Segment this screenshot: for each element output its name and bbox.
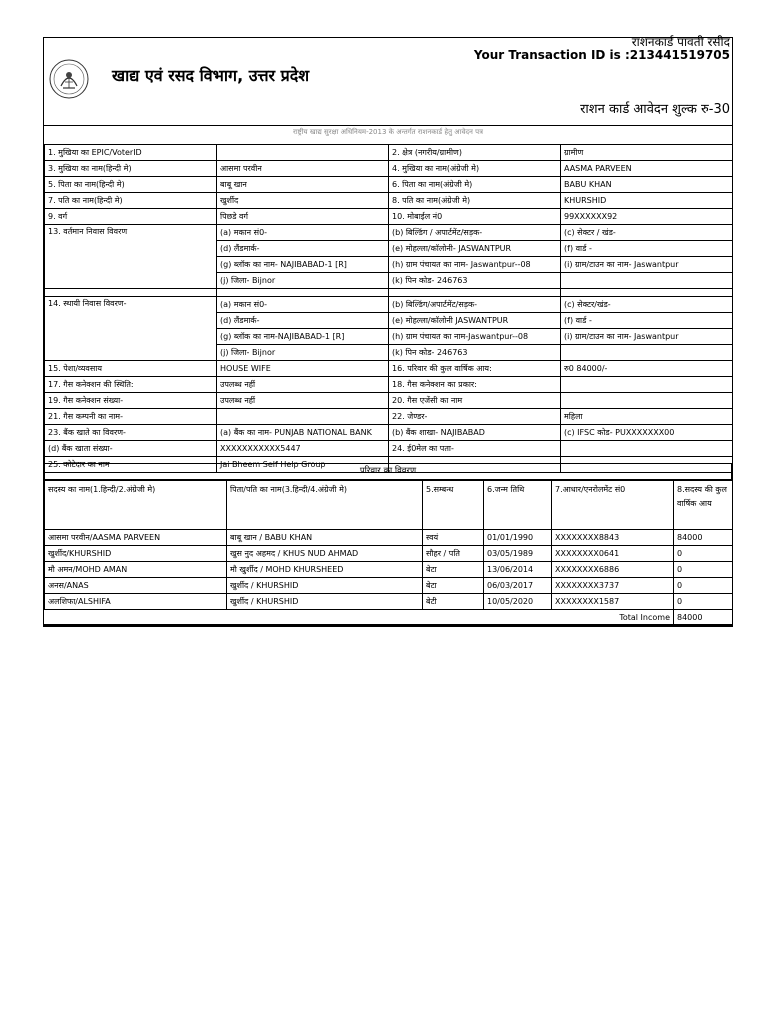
aadhaar: XXXXXXXX6886 (552, 562, 674, 578)
form-label: (d) बैंक खाता संख्या- (45, 441, 217, 457)
column-header: 8.सदस्य की कुल वार्षिक आय (674, 481, 733, 530)
address-field: (b) बिल्डिंग / अपार्टमेंट/सड़क- (389, 225, 561, 241)
form-value: बाबू खान (217, 177, 389, 193)
address-field: (g) ब्लॉक का नाम-NAJIBABAD-1 [R] (217, 329, 389, 345)
form-label: 3. मुखिया का नाम(हिन्दी मे) (45, 161, 217, 177)
form-value: खुर्शीद (217, 193, 389, 209)
form-value: उपलब्ध नहीं (217, 393, 389, 409)
guardian-name: बाबू खान / BABU KHAN (227, 530, 423, 546)
form-label: 18. गैस कनेक्शन का प्रकार: (389, 377, 561, 393)
form-label: 8. पति का नाम(अंग्रेजी मे) (389, 193, 561, 209)
address-field: (c) सेक्टर/खंड- (561, 297, 733, 313)
form-label: 17. गैस कनेक्शन की स्थिति: (45, 377, 217, 393)
form-label: 1. मुखिया का EPIC/VoterID (45, 145, 217, 161)
form-label: 5. पिता का नाम(हिन्दी मे) (45, 177, 217, 193)
form-value: ग्रामीण (561, 145, 733, 161)
address-field (561, 273, 733, 289)
column-header: 7.आधार/एनरोलमेंट सं0 (552, 481, 674, 530)
table-row (45, 594, 733, 610)
transaction-id: Your Transaction ID is :213441519705 (473, 48, 730, 62)
form-label: 4. मुखिया का नाम(अंग्रेजी मे) (389, 161, 561, 177)
form-value: (a) बैंक का नाम- PUNJAB NATIONAL BANK (217, 425, 389, 441)
table-row (45, 441, 733, 457)
address-field: (b) बिल्डिंग/अपार्टमेंट/सड़क- (389, 297, 561, 313)
member-name: आसमा परवीन/AASMA PARVEEN (45, 530, 227, 546)
table-row (45, 409, 733, 425)
column-header: 5.सम्बन्ध (423, 481, 484, 530)
form-label: 24. ई0मेल का पता- (389, 441, 561, 457)
spacer (45, 289, 217, 297)
spacer (389, 289, 561, 297)
total-income-value: 84000 (674, 610, 733, 626)
address-field: (d) लैंडमार्क- (217, 241, 389, 257)
form-label: 9. वर्ग (45, 209, 217, 225)
form-value: HOUSE WIFE (217, 361, 389, 377)
form-value: पिछडे वर्ग (217, 209, 389, 225)
applicant-details-table (44, 144, 733, 473)
income: 0 (674, 578, 733, 594)
form-value (561, 377, 733, 393)
relation: स्वयं (423, 530, 484, 546)
form-value: KHURSHID (561, 193, 733, 209)
form-label: 20. गैस एजेंसी का नाम (389, 393, 561, 409)
address-field: (a) मकान सं0- (217, 225, 389, 241)
guardian-name: मौ खुर्शीद / MOHD KHURSHEED (227, 562, 423, 578)
dob: 13/06/2014 (484, 562, 552, 578)
dob: 10/05/2020 (484, 594, 552, 610)
table-row (45, 377, 733, 393)
table-row (45, 145, 733, 161)
table-row (45, 297, 733, 313)
form-value: BABU KHAN (561, 177, 733, 193)
form-label: 19. गैस कनेक्शन संख्या- (45, 393, 217, 409)
income: 0 (674, 594, 733, 610)
table-row (45, 578, 733, 594)
table-row (45, 209, 733, 225)
table-row (45, 546, 733, 562)
spacer-row (45, 289, 733, 297)
table-row (45, 225, 733, 241)
family-details-title: परिवार का विवरण (44, 463, 732, 480)
address-field: (e) मोहल्ला/कॉलोनी- JASWANTPUR (389, 241, 561, 257)
address-field: (j) जिला- Bijnor (217, 273, 389, 289)
form-label: 16. परिवार की कुल वार्षिक आय: (389, 361, 561, 377)
table-row (45, 361, 733, 377)
table-row (45, 161, 733, 177)
form-label: 6. पिता का नाम(अंग्रेजी मे) (389, 177, 561, 193)
member-name: अलशिफा/ALSHIFA (45, 594, 227, 610)
form-label: 2. क्षेत्र (नगरीय/ग्रामीण) (389, 145, 561, 161)
relation: बेटा (423, 578, 484, 594)
current-address-label: 13. वर्तमान निवास विवरण (45, 225, 217, 289)
address-field: (f) वार्ड - (561, 313, 733, 329)
address-field: (h) ग्राम पंचायत का नाम-Jaswantpur--08 (389, 329, 561, 345)
form-value: आसमा परवीन (217, 161, 389, 177)
aadhaar: XXXXXXXX1587 (552, 594, 674, 610)
up-government-emblem-icon (48, 58, 90, 100)
form-bottom-border (43, 624, 733, 626)
relation: बेटा (423, 562, 484, 578)
form-value (561, 441, 733, 457)
form-value (561, 393, 733, 409)
column-header: 6.जन्म तिथि (484, 481, 552, 530)
address-field: (d) लैंडमार्क- (217, 313, 389, 329)
form-label: 23. बैंक खाते का विवरण- (45, 425, 217, 441)
dob: 03/05/1989 (484, 546, 552, 562)
address-field: (i) ग्राम/टाउन का नाम- Jaswantpur (561, 329, 733, 345)
form-value: उपलब्ध नहीं (217, 377, 389, 393)
form-value (217, 145, 389, 161)
address-field: (g) ब्लॉक का नाम- NAJIBABAD-1 [R] (217, 257, 389, 273)
member-name: अनस/ANAS (45, 578, 227, 594)
table-header-row (45, 481, 733, 530)
income: 84000 (674, 530, 733, 546)
dob: 06/03/2017 (484, 578, 552, 594)
application-fee: राशन कार्ड आवेदन शुल्क रु-30 (580, 102, 730, 117)
form-value: महिला (561, 409, 733, 425)
table-row (45, 177, 733, 193)
form-value: 99XXXXXX92 (561, 209, 733, 225)
table-row (45, 425, 733, 441)
department-title: खाद्य एवं रसद विभाग, उत्तर प्रदेश (112, 66, 310, 85)
address-field: (k) पिन कोड- 246763 (389, 345, 561, 361)
form-value: Jai Bheem Self Help Group (217, 457, 389, 473)
guardian-name: खुस नुद अहमद / KHUS NUD AHMAD (227, 546, 423, 562)
form-value: AASMA PARVEEN (561, 161, 733, 177)
aadhaar: XXXXXXXX0641 (552, 546, 674, 562)
form-label: 10. मोबाईल नं0 (389, 209, 561, 225)
dob: 01/01/1990 (484, 530, 552, 546)
spacer (561, 289, 733, 297)
aadhaar: XXXXXXXX8843 (552, 530, 674, 546)
member-name: मौ अमन/MOHD AMAN (45, 562, 227, 578)
column-header: सदस्य का नाम(1.हिन्दी/2.अंग्रेजी मे) (45, 481, 227, 530)
form-value (217, 409, 389, 425)
relation: बेटी (423, 594, 484, 610)
spacer (217, 289, 389, 297)
column-header: पिता/पति का नाम(3.हिन्दी/4.अंग्रेजी मे) (227, 481, 423, 530)
form-value: (b) बैंक शाखा- NAJIBABAD (389, 425, 561, 441)
table-row (45, 530, 733, 546)
address-field: (j) जिला- Bijnor (217, 345, 389, 361)
income: 0 (674, 546, 733, 562)
income: 0 (674, 562, 733, 578)
family-details-table (44, 480, 733, 626)
divider (43, 125, 733, 126)
address-field: (i) ग्राम/टाउन का नाम- Jaswantpur (561, 257, 733, 273)
address-field: (f) वार्ड - (561, 241, 733, 257)
address-field: (e) मोहल्ला/कॉलोनी JASWANTPUR (389, 313, 561, 329)
total-income-label: Total Income (45, 610, 674, 626)
permanent-address-label: 14. स्थायी निवास विवरण- (45, 297, 217, 361)
form-label: 22. जेण्डर- (389, 409, 561, 425)
table-row (45, 393, 733, 409)
form-label: 7. पति का नाम(हिन्दी मे) (45, 193, 217, 209)
address-field: (k) पिन कोड- 246763 (389, 273, 561, 289)
guardian-name: खुर्शीद / KHURSHID (227, 578, 423, 594)
guardian-name: खुर्शीद / KHURSHID (227, 594, 423, 610)
address-field: (h) ग्राम पंचायत का नाम- Jaswantpur--08 (389, 257, 561, 273)
address-field: (a) मकान सं0- (217, 297, 389, 313)
form-value: रु0 84000/- (561, 361, 733, 377)
form-value: XXXXXXXXXXX5447 (217, 441, 389, 457)
form-value: (c) IFSC कोड- PUXXXXXXX00 (561, 425, 733, 441)
aadhaar: XXXXXXXX3737 (552, 578, 674, 594)
act-caption: राष्ट्रीय खाद्य सुरक्षा अधिनियम-2013 के अन्तर्गत राशनकार्ड हेतु आवेदन पत्र (292, 128, 484, 136)
form-label: 21. गैस कम्पनी का नाम- (45, 409, 217, 425)
form-label: 25. कोटेदार का नाम (45, 457, 217, 473)
member-name: खुर्शीद/KHURSHID (45, 546, 227, 562)
table-row (45, 562, 733, 578)
receipt-title: राशनकार्ड पावती रसीद (631, 35, 730, 49)
address-field: (c) सेक्टर / खंड- (561, 225, 733, 241)
form-label: 15. पेशा/व्यवसाय (45, 361, 217, 377)
address-field (561, 345, 733, 361)
table-row (45, 193, 733, 209)
relation: सौहर / पति (423, 546, 484, 562)
